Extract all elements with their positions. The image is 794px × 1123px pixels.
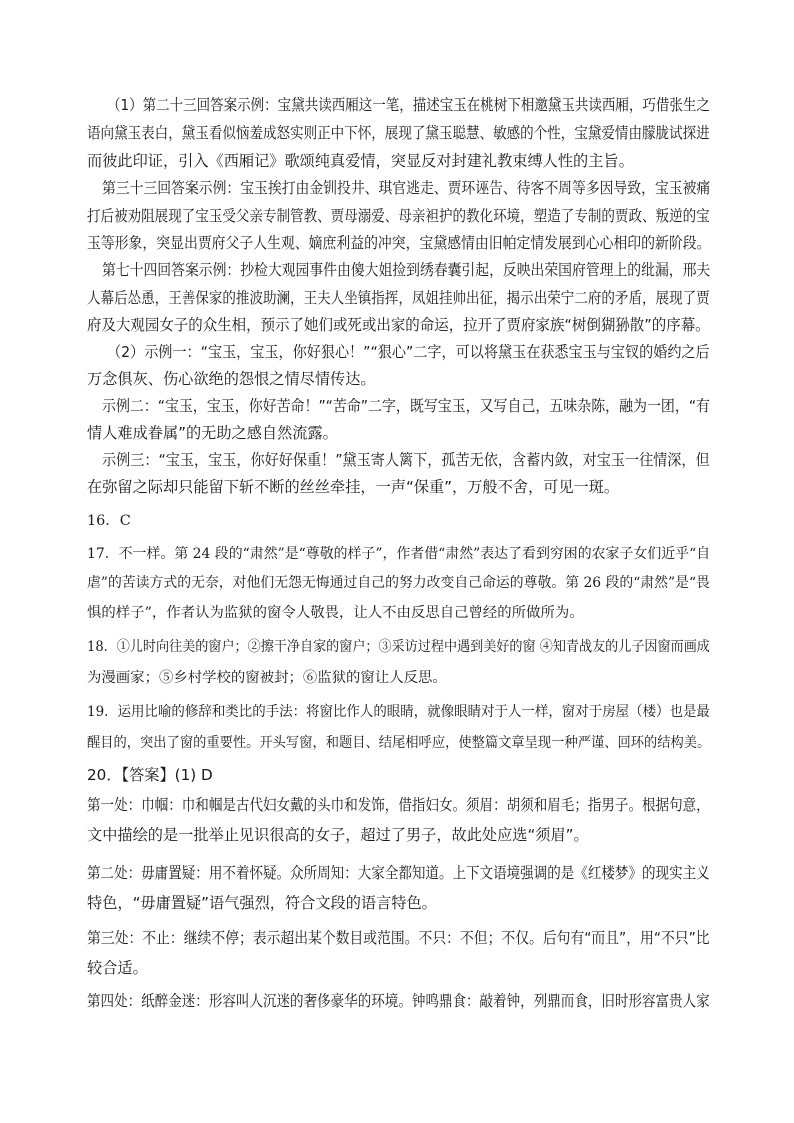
q17-answer-line-2: 虐”的苦读方式的无奈，对他们无怨无悔通过自己的努力改变自己命运的尊敬。第 26 段的“肃然”是“畏 xyxy=(87,575,710,591)
q15-1-ch23-line-3: 而彼此印证，引入《西厢记》歌颂纯真爱情，突显反对封建礼教束缚人性的主旨。 xyxy=(87,152,634,170)
q15-2-example-2-line-1: 示例二：“宝玉，宝玉，你好苦命！”“苦命”二字，既写宝玉，又写自己，五味杂陈，融为一团，“有 xyxy=(102,397,711,415)
q15-1-ch74-line-2: 人幕后怂恿，王善保家的推波助澜，王夫人坐镇指挥，凤姐挂帅出征，揭示出荣宁二府的矛盾，展现了贾 xyxy=(87,289,710,307)
q15-1-ch74-line-1: 第七十四回答案示例：抄检大观园事件由傻大姐捡到绣春囊引起，反映出荣国府管理上的纰漏，邢夫 xyxy=(102,261,711,279)
q16-answer: 16．C xyxy=(87,513,131,529)
q20-point-3-line-2: 较合适。 xyxy=(87,959,148,977)
q20-point-4-line-1: 第四处：纸醉金迷：形容叫人沉迷的奢侈豪华的环境。钟鸣鼎食：敲着钟，列鼎而食，旧时形容富贵人家 xyxy=(87,992,710,1010)
q15-2-example-1-line-1: （2）示例一：“宝玉，宝玉，你好狠心！”“狠心”二字，可以将黛玉在获悉宝玉与宝钗的婚约之后 xyxy=(107,343,710,361)
q15-1-ch33-line-2: 打后被劝阻展现了宝玉受父亲专制管教、贾母溺爱、母亲袒护的教化环境，塑造了专制的贾政、叛逆的宝 xyxy=(87,207,710,225)
q20-point-3-line-1: 第三处：不止：继续不停；表示超出某个数目或范围。不只：不但；不仅。后句有“而且”，用“不只”比 xyxy=(87,929,710,947)
q15-1-ch23-line-1: （1）第二十三回答案示例：宝黛共读西厢这一笔，描述宝玉在桃树下相邀黛玉共读西厢，巧借张生之 xyxy=(107,96,710,114)
q15-2-example-2-line-2: 情人难成眷属”的无助之感自然流露。 xyxy=(87,424,338,442)
q17-answer-line-3: 惧的样子”，作者认为监狱的窗令人敬畏，让人不由反思自己曾经的所做所为。 xyxy=(87,605,584,621)
q17-answer-line-1: 17．不一样。第 24 段的“肃然”是“尊敬的样子”，作者借“肃然”表达了看到穷困的农家子女们近乎“自 xyxy=(87,546,711,562)
q19-answer-line-2: 醒目的，突出了窗的重要性。开头写窗，和题目、结尾相呼应，使整篇文章呈现一种严谨、回环的结构美。 xyxy=(87,735,711,751)
q18-answer-line-1: 18．①儿时向往美的窗户；②擦干净自家的窗户；③采访过程中遇到美好的窗 ④知青战友的儿子因窗而画成 xyxy=(87,639,710,655)
q20-point-2-line-1: 第二处：毋庸置疑：用不着怀疑。众所周知：大家全都知道。上下文语境强调的是《红楼梦》的现实主义 xyxy=(87,864,710,882)
q19-answer-line-1: 19．运用比喻的修辞和类比的手法：将窗比作人的眼睛，就像眼睛对于人一样，窗对于房屋（楼）也是最 xyxy=(87,704,710,720)
q20-answer-heading: 20．【答案】(1) D xyxy=(87,766,213,784)
q18-answer-line-2: 为漫画家；⑤乡村学校的窗被封；⑥监狱的窗让人反思。 xyxy=(87,670,447,686)
q20-point-1-line-1: 第一处：巾帼：巾和帼是古代妇女戴的头巾和发饰，借指妇女。须眉：胡须和眉毛；指男子。根据句意， xyxy=(87,796,710,814)
q15-1-ch33-line-3: 玉等形象，突显出贾府父子人生观、嫡庶利益的冲突，宝黛感情由旧帕定情发展到心心相印的新阶段。 xyxy=(87,234,711,252)
q20-point-1-line-2: 文中描绘的是一批举止见识很高的女子，超过了男子，故此处应选“须眉”。 xyxy=(87,826,589,844)
q20-point-2-line-2: 特色，“毋庸置疑”语气强烈，符合文段的语言特色。 xyxy=(87,894,437,912)
q15-2-example-3-line-1: 示例三：“宝玉，宝玉，你好好保重！”黛玉寄人篱下，孤苦无依，含蓄内敛，对宝玉一往情深，但 xyxy=(102,451,710,469)
q15-1-ch23-line-2: 语向黛玉表白，黛玉看似恼羞成怒实则正中下怀，展现了黛玉聪慧、敏感的个性，宝黛爱情由朦胧试探进 xyxy=(87,124,710,142)
q15-1-ch33-line-1: 第三十三回答案示例：宝玉挨打由金钏投井、琪官逃走、贾环诬告、待客不周等多因导致，宝玉被痛 xyxy=(102,179,711,197)
q15-2-example-3-line-2: 在弥留之际却只能留下斩不断的丝丝牵挂，一声“保重”，万般不舍，可见一斑。 xyxy=(87,478,620,496)
q15-1-ch74-line-3: 府及大观园女子的众生相，预示了她们或死或出家的命运，拉开了贾府家族“树倒猢狲散”的序幕。 xyxy=(87,316,710,334)
q15-2-example-1-line-2: 万念俱灰、伤心欲绝的怨恨之情尽情传达。 xyxy=(87,370,376,388)
